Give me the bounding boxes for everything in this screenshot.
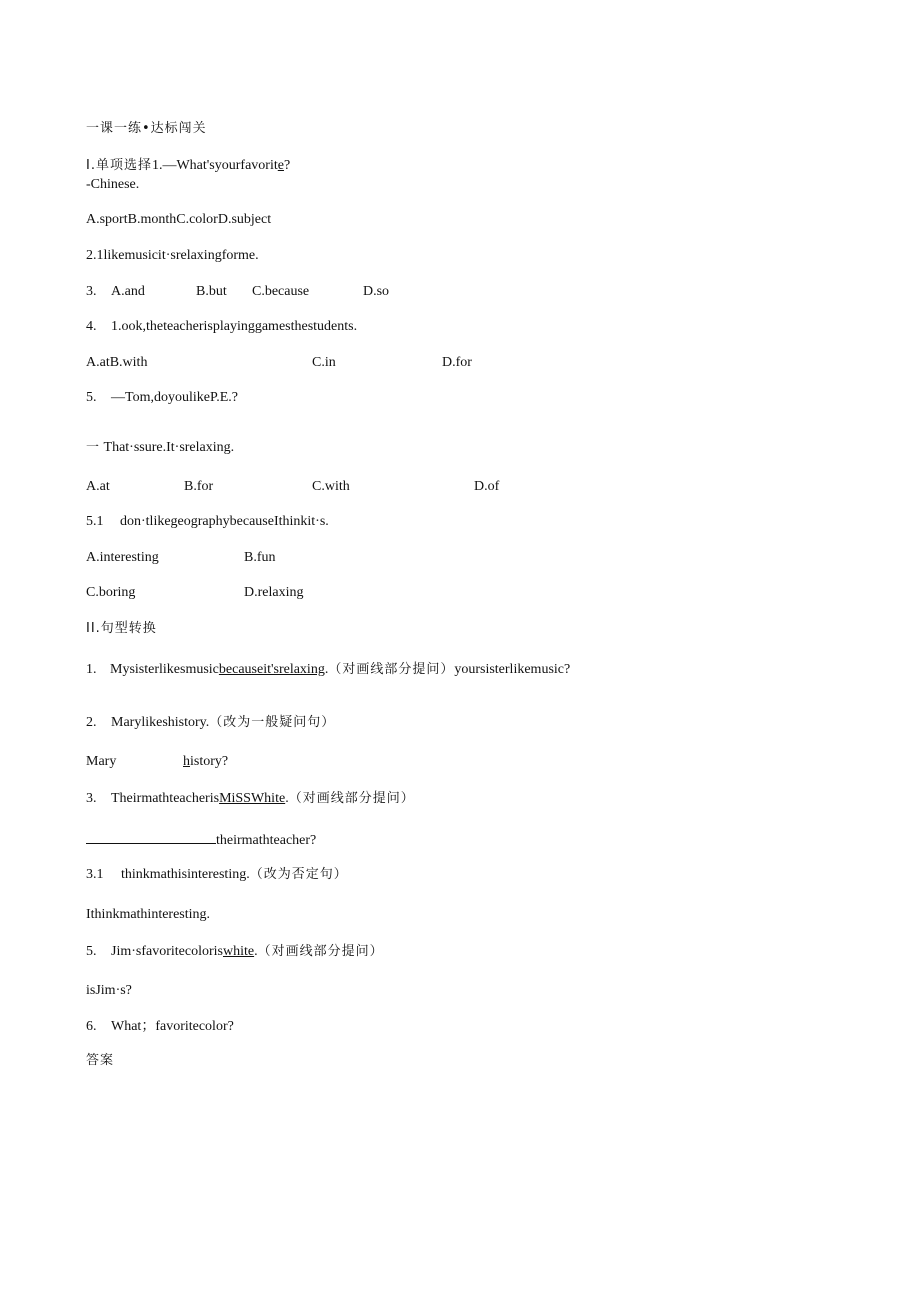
question-6-option-a: A.interesting	[86, 550, 159, 565]
answer-blank[interactable]	[86, 829, 216, 844]
question-5-option-d: D.of	[474, 479, 500, 494]
question-3-option-d: D.so	[363, 284, 390, 299]
question-4-stem: 1.ook,theteacherisplayinggamesthestudents.	[111, 319, 358, 334]
transform-5-number: 5.	[86, 944, 97, 959]
question-6-stem: don·tlikegeographybecauseIthinkit·s.	[120, 514, 329, 529]
transform-5-answer: isJim·s?	[86, 983, 132, 998]
question-3-option-b: B.but	[196, 284, 227, 299]
transform-4	[121, 866, 348, 884]
question-1-options: A.sportB.monthC.colorD.subject	[86, 212, 272, 227]
question-5-reply-text: That·ssure.It·srelaxing.	[103, 440, 235, 455]
question-3-option-a: A.and	[111, 284, 145, 299]
question-6-option-d: D.relaxing	[244, 585, 304, 600]
reply-dash: 一	[86, 440, 101, 455]
question-2-stem: 2.1likemusicit·srelaxingforme.	[86, 248, 259, 263]
transform-1-number: 1.	[86, 662, 97, 677]
transform-5-underlined: white	[222, 944, 255, 959]
transform-3-note: （对画线部分提问）	[288, 791, 415, 806]
transform-5-pre: Jim·sfavoritecoloris	[111, 944, 223, 959]
question-4-option-c: C.in	[312, 355, 336, 370]
question-1-stem-end: ?	[283, 158, 291, 173]
transform-6-text: What；favoritecolor?	[111, 1019, 234, 1034]
question-5-number: 5.	[86, 390, 97, 405]
transform-6-number: 6.	[86, 1019, 97, 1034]
transform-2-note: （改为一般疑问句）	[209, 715, 336, 730]
question-5-reply	[86, 439, 234, 457]
transform-2-number: 2.	[86, 715, 97, 730]
transform-2-answer-subject: Mary	[86, 754, 117, 769]
transform-5-post: .	[254, 944, 258, 959]
transform-1	[110, 661, 570, 679]
transform-1-tail: yoursisterlikemusic?	[454, 662, 571, 677]
transform-1-post: .	[324, 662, 329, 677]
transform-2-text: Marylikeshistory.	[111, 715, 210, 730]
question-4-option-d: D.for	[442, 355, 472, 370]
question-6-number: 5.1	[86, 514, 104, 529]
transform-2-answer-underlined: h	[183, 754, 190, 769]
question-1	[86, 157, 290, 175]
question-3-option-c: C.because	[252, 284, 310, 299]
section-heading-2: II.句型转换	[86, 621, 157, 636]
transform-3-post: .	[285, 791, 289, 806]
question-1-stem: 1.—What'syourfavorit	[151, 158, 278, 173]
transform-4-number: 3.1	[86, 867, 104, 882]
question-5-option-a: A.at	[86, 479, 110, 494]
section-heading-1: I.单项选择	[86, 158, 152, 173]
transform-2	[111, 714, 335, 732]
question-4-number: 4.	[86, 319, 97, 334]
transform-3	[111, 790, 415, 808]
question-3-number: 3.	[86, 284, 97, 299]
transform-4-text: thinkmathisinteresting.	[121, 867, 250, 882]
transform-5-note: （对画线部分提问）	[257, 944, 384, 959]
question-5-option-b: B.for	[184, 479, 214, 494]
answers-heading: 答案	[86, 1053, 115, 1068]
transform-2-answer-rest: istory?	[190, 754, 229, 769]
question-6-option-c: C.boring	[86, 585, 136, 600]
question-4-options-ab: A.atB.with	[86, 355, 148, 370]
transform-5	[111, 943, 384, 961]
transform-3-number: 3.	[86, 791, 97, 806]
transform-1-pre: Mysisterlikesmusic	[110, 662, 219, 677]
transform-4-note: （改为否定句）	[249, 867, 348, 882]
transform-3-answer-text: theirmathteacher?	[216, 833, 317, 848]
transform-4-answer: Ithinkmathinteresting.	[86, 907, 211, 922]
transform-3-underlined: MiSSWhite	[219, 791, 286, 806]
transform-3-answer	[86, 829, 316, 850]
question-6-option-b: B.fun	[244, 550, 276, 565]
question-1-stem-underlined: e	[277, 158, 284, 173]
transform-2-answer	[183, 753, 228, 771]
page-title: 一课一练•达标闯关	[86, 121, 207, 136]
transform-3-pre: Theirmathteacheris	[111, 791, 220, 806]
question-5-option-c: C.with	[312, 479, 350, 494]
transform-1-underlined: becauseit'srelaxing	[218, 662, 325, 677]
question-1-reply: -Chinese.	[86, 177, 140, 192]
transform-1-note: （对画线部分提问）	[328, 662, 455, 677]
question-5-stem: —Tom,doyoulikeP.E.?	[111, 390, 238, 405]
